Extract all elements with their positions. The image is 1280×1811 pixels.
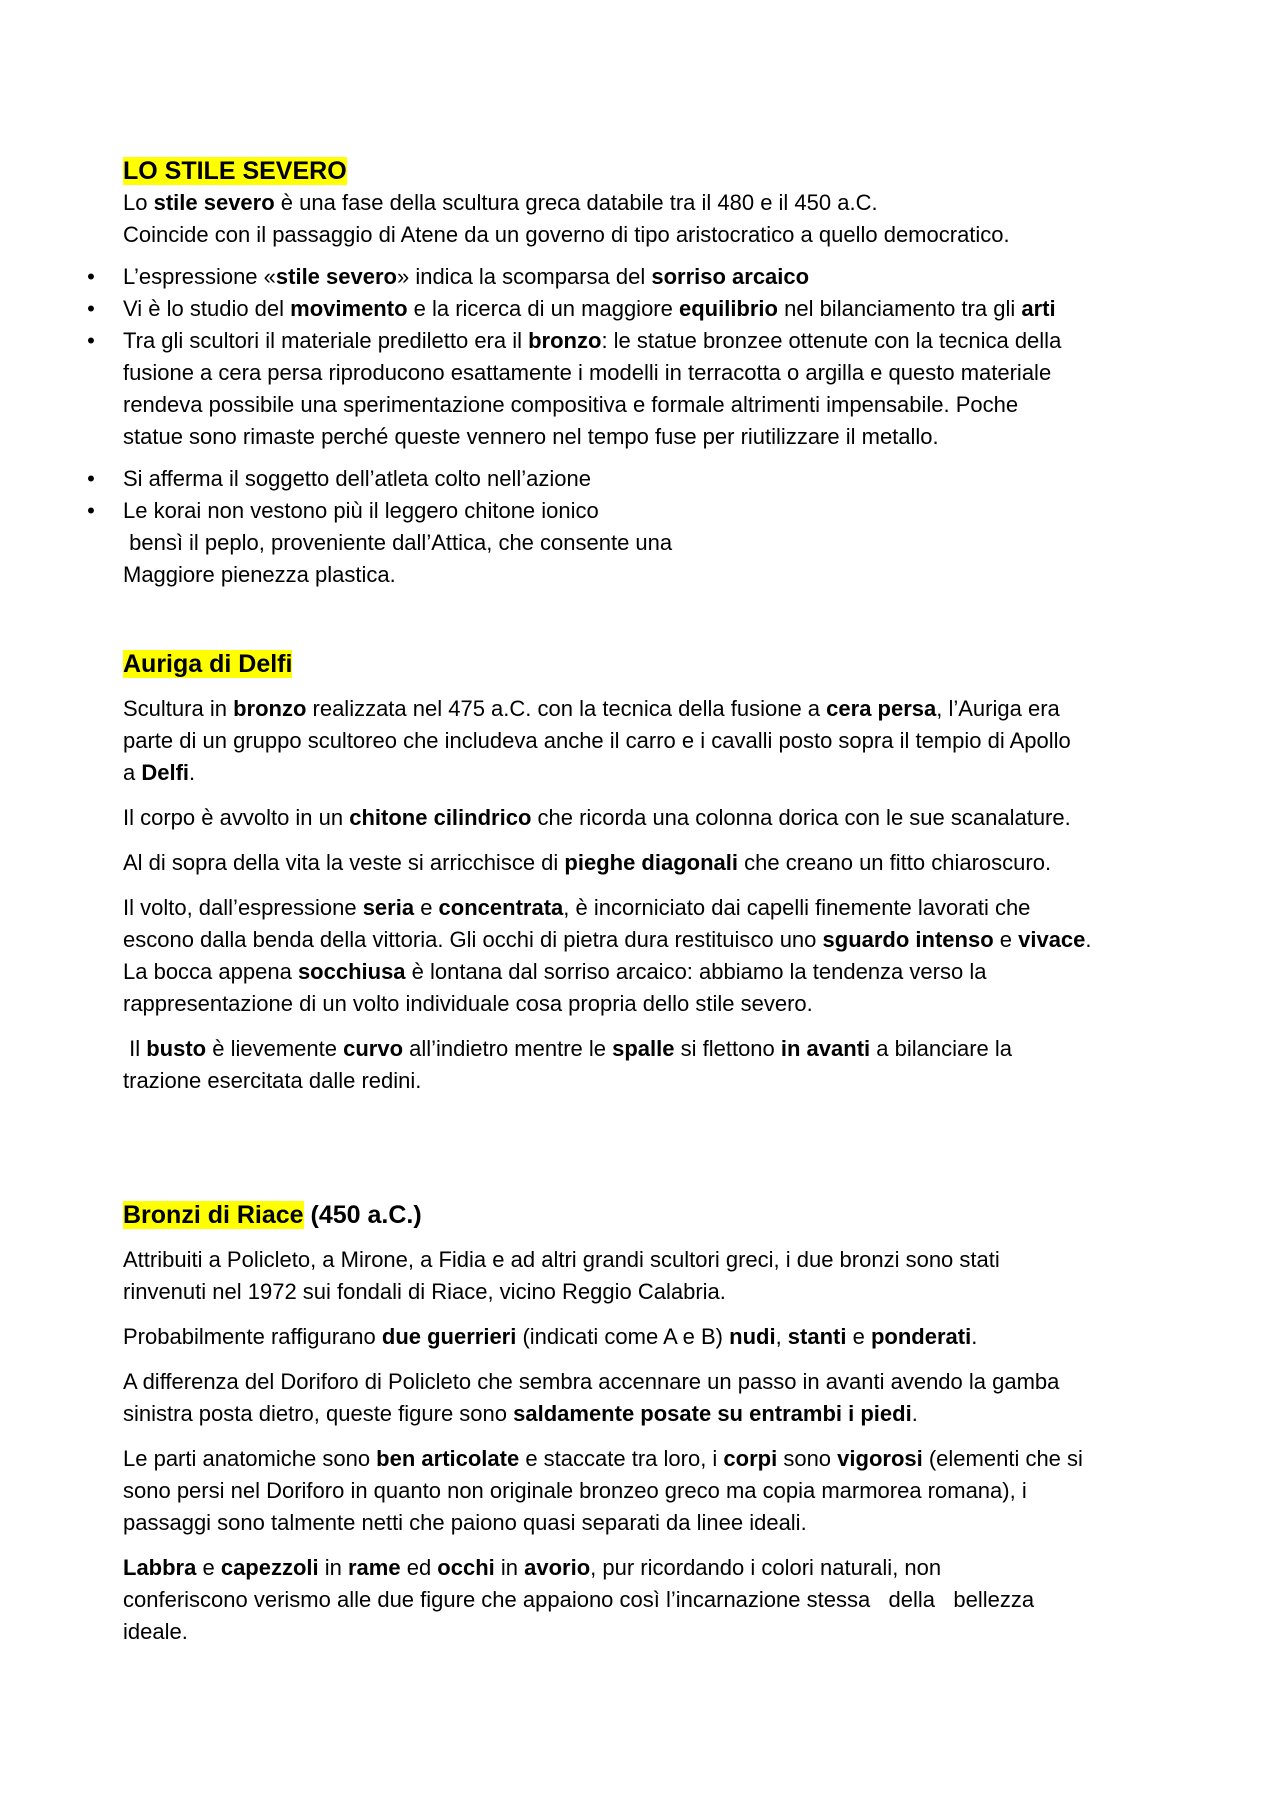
paragraph — [123, 892, 1183, 1020]
bullet-icon: • — [87, 498, 95, 523]
bold-term: nudi — [729, 1324, 776, 1349]
text-line: bensì il peplo, proveniente dall’Attica, che consente una — [123, 530, 673, 555]
highlighted-title: Auriga di Delfi — [123, 650, 293, 678]
text-line: Si afferma il soggetto dell’atleta colto nell’azione — [123, 466, 591, 491]
text-line: Il corpo è avvolto in un chitone cilindrico che ricorda una colonna dorica con le sue scanalature. — [123, 805, 1071, 830]
text-line: a Delfi. — [123, 760, 196, 785]
text-line: Scultura in bronzo realizzata nel 475 a.C. con la tecnica della fusione a cera persa, l’Auriga era — [123, 696, 1060, 721]
bold-term: sguardo intenso — [822, 927, 994, 952]
text-line: parte di un gruppo scultoreo che includeva anche il carro e i cavalli posto sopra il tempio di Apollo — [123, 728, 1071, 753]
bold-term: Delfi — [141, 760, 190, 785]
bold-term: ponderati — [870, 1324, 972, 1349]
paragraph — [123, 802, 1183, 834]
bold-term: stile severo — [275, 264, 397, 289]
bold-term: concentrata — [438, 895, 564, 920]
text-line: Le parti anatomiche sono ben articolate e staccate tra loro, i corpi sono vigorosi (elementi che si — [123, 1446, 1083, 1471]
text-line: Lo stile severo è una fase della scultura greca databile tra il 480 e il 450 a.C. — [123, 190, 878, 215]
bullet-item — [87, 463, 1183, 495]
text-line: sinistra posta dietro, queste figure sono saldamente posate su entrambi i piedi. — [123, 1401, 918, 1426]
bold-term: occhi — [437, 1555, 495, 1580]
bullet-list — [87, 261, 1183, 591]
bold-term: arti — [1021, 296, 1056, 321]
paragraph — [123, 693, 1183, 789]
text-line: fusione a cera persa riproducono esattamente i modelli in terracotta o argilla e questo materiale — [123, 360, 1052, 385]
bold-term: curvo — [343, 1036, 404, 1061]
section-title — [123, 648, 1183, 680]
bold-term: busto — [146, 1036, 207, 1061]
text-line: Il busto è lievemente curvo all’indietro mentre le spalle si flettono in avanti a bilanciare la — [123, 1036, 1013, 1061]
text-line: Attribuiti a Policleto, a Mirone, a Fidia e ad altri grandi scultori greci, i due bronzi sono stati — [123, 1247, 1000, 1272]
bold-term: bronzo — [528, 328, 602, 353]
paragraph — [123, 1321, 1183, 1353]
section-body — [123, 1244, 1183, 1648]
bold-term: rame — [348, 1555, 401, 1580]
text-line: Probabilmente raffigurano due guerrieri (indicati come A e B) nudi, stanti e ponderati. — [123, 1324, 978, 1349]
bold-term: vivace — [1018, 927, 1086, 952]
text-line: Vi è lo studio del movimento e la ricerca di un maggiore equilibrio nel bilanciamento tra gli arti — [123, 296, 1056, 321]
text-line: sono persi nel Doriforo in quanto non originale bronzeo greco ma copia marmorea romana), i — [123, 1478, 1027, 1503]
intro-paragraph — [123, 187, 1183, 251]
bold-term: socchiusa — [297, 959, 406, 984]
text-line: trazione esercitata dalle redini. — [123, 1068, 422, 1093]
text-line: Maggiore pienezza plastica. — [123, 562, 396, 587]
bullet-item — [87, 325, 1183, 453]
text-line: Coincide con il passaggio di Atene da un governo di tipo aristocratico a quello democratico. — [123, 222, 1010, 247]
bullet-item — [87, 261, 1183, 293]
text-line: L’espressione «stile severo» indica la scomparsa del sorriso arcaico — [123, 264, 810, 289]
text-line: rinvenuti nel 1972 sui fondali di Riace, vicino Reggio Calabria. — [123, 1279, 726, 1304]
bullet-icon: • — [87, 264, 95, 289]
text-line: Le korai non vestono più il leggero chitone ionico — [123, 498, 599, 523]
bullet-icon: • — [87, 328, 95, 353]
text-line: rappresentazione di un volto individuale cosa propria dello stile severo. — [123, 991, 813, 1016]
bold-term: corpi — [723, 1446, 778, 1471]
title-date: (450 a.C.) — [303, 1201, 422, 1229]
bullet-icon: • — [87, 466, 95, 491]
text-line: ideale. — [123, 1619, 188, 1644]
paragraph — [123, 1366, 1183, 1430]
bold-term: cera persa — [826, 696, 937, 721]
text-line: rendeva possibile una sperimentazione compositiva e formale altrimenti impensabile. Poche — [123, 392, 1019, 417]
paragraph — [123, 1552, 1183, 1648]
bold-term: stanti — [787, 1324, 847, 1349]
bold-term: capezzoli — [220, 1555, 319, 1580]
bold-term: seria — [362, 895, 415, 920]
paragraph — [123, 847, 1183, 879]
paragraph — [123, 1033, 1183, 1097]
bullet-item — [87, 495, 1183, 591]
paragraph — [123, 1443, 1183, 1539]
text-line: Labbra e capezzoli in rame ed occhi in avorio, pur ricordando i colori naturali, non — [123, 1555, 942, 1580]
bold-term: pieghe diagonali — [564, 850, 738, 875]
bold-term: ben articolate — [376, 1446, 520, 1471]
bold-term: bronzo — [233, 696, 307, 721]
section-title — [123, 155, 1183, 187]
text-line: Al di sopra della vita la veste si arricchisce di pieghe diagonali che creano un fitto chiaroscuro. — [123, 850, 1052, 875]
bold-term: due guerrieri — [381, 1324, 517, 1349]
text-line: passaggi sono talmente netti che paiono quasi separati da linee ideali. — [123, 1510, 807, 1535]
paragraph — [123, 1244, 1183, 1308]
bold-term: avorio — [524, 1555, 591, 1580]
bold-term: chitone cilindrico — [349, 805, 532, 830]
text-line: Tra gli scultori il materiale prediletto era il bronzo: le statue bronzee ottenute con la tecnica della — [123, 328, 1062, 353]
bullet-item — [87, 293, 1183, 325]
bold-term: movimento — [290, 296, 408, 321]
section-body — [123, 693, 1183, 1097]
section-title — [123, 1199, 1183, 1231]
bullet-icon: • — [87, 296, 95, 321]
bold-term: spalle — [612, 1036, 675, 1061]
bold-term: saldamente posate su entrambi i piedi — [513, 1401, 912, 1426]
highlighted-title: LO STILE SEVERO — [123, 157, 347, 185]
text-line: statue sono rimaste perché queste vennero nel tempo fuse per riutilizzare il metallo. — [123, 424, 939, 449]
section-auriga-di-delfi — [123, 648, 1183, 1097]
section-bronzi-di-riace — [123, 1199, 1183, 1648]
bold-term: stile severo — [153, 190, 275, 215]
text-line: A differenza del Doriforo di Policleto che sembra accennare un passo in avanti avendo la gamba — [123, 1369, 1060, 1394]
highlighted-title: Bronzi di Riace — [123, 1201, 304, 1229]
bold-term: Labbra — [123, 1555, 197, 1580]
section-stile-severo — [87, 155, 1183, 591]
text-line: Il volto, dall’espressione seria e concentrata, è incorniciato dai capelli finemente lavorati che — [123, 895, 1031, 920]
text-line: La bocca appena socchiusa è lontana dal sorriso arcaico: abbiamo la tendenza verso la — [123, 959, 987, 984]
bold-term: vigorosi — [837, 1446, 923, 1471]
bold-term: in avanti — [780, 1036, 871, 1061]
bold-term: sorriso arcaico — [651, 264, 810, 289]
text-line: conferiscono verismo alle due figure che appaiono così l’incarnazione stessa della bellezza — [123, 1587, 1035, 1612]
text-line: escono dalla benda della vittoria. Gli occhi di pietra dura restituisco uno sguardo intenso e vivace. — [123, 927, 1092, 952]
bold-term: equilibrio — [678, 296, 778, 321]
